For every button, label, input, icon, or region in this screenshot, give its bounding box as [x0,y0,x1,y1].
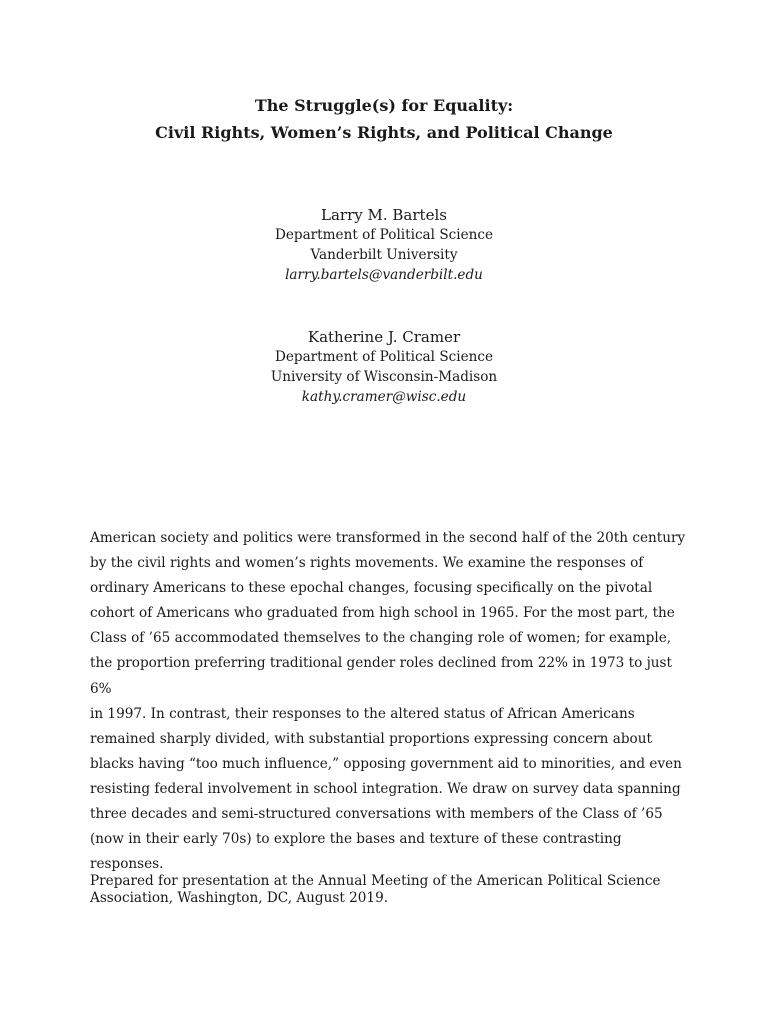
author-name: Katherine J. Cramer [307,328,461,346]
abstract-line: the proportion preferring traditional gender roles declined from 22% in 1973 to just 6% [90,655,672,697]
author-block-bartels [0,206,768,285]
author-block-cramer [0,328,768,407]
abstract-line: ordinary Americans to these epochal changes, focusing specifically on the pivotal [90,580,653,597]
abstract-line: three decades and semi-structured conversations with members of the Class of ’65 [90,806,663,823]
abstract [90,526,690,877]
abstract-line: responses. [90,856,164,873]
author-name: Larry M. Bartels [321,206,447,224]
author-email: larry.bartels@vanderbilt.edu [285,267,483,283]
abstract-line: American society and politics were transformed in the second half of the 20th century [90,530,686,546]
author-email: kathy.cramer@wisc.edu [301,389,467,405]
title-line-2: Civil Rights, Women’s Rights, and Political Change [155,123,613,142]
note-line: Association, Washington, DC, August 2019. [90,890,389,906]
author-institution: Vanderbilt University [310,247,458,263]
abstract-line: in 1997. In contrast, their responses to the altered status of African Americans [90,705,635,722]
abstract-line: blacks having “too much influence,” opposing government aid to minorities, and even [90,755,682,772]
author-department: Department of Political Science [274,349,494,365]
title-line-1: The Struggle(s) for Equality: [254,96,514,115]
abstract-line: cohort of Americans who graduated from high school in 1965. For the most part, the [90,605,675,622]
abstract-line: Class of ’65 accommodated themselves to the changing role of women; for example, [90,630,672,647]
paper-title [0,92,768,146]
author-institution: University of Wisconsin-Madison [270,369,498,385]
abstract-line: by the civil rights and women’s rights movements. We examine the responses of [90,555,644,572]
abstract-line: (now in their early 70s) to explore the bases and texture of these contrasting [90,831,622,848]
note-line: Prepared for presentation at the Annual Meeting of the American Political Science [90,873,661,889]
author-department: Department of Political Science [274,227,494,243]
abstract-line: resisting federal involvement in school integration. We draw on survey data spanning [90,780,681,797]
abstract-line: remained sharply divided, with substantial proportions expressing concern about [90,730,652,747]
presentation-note [90,873,690,907]
